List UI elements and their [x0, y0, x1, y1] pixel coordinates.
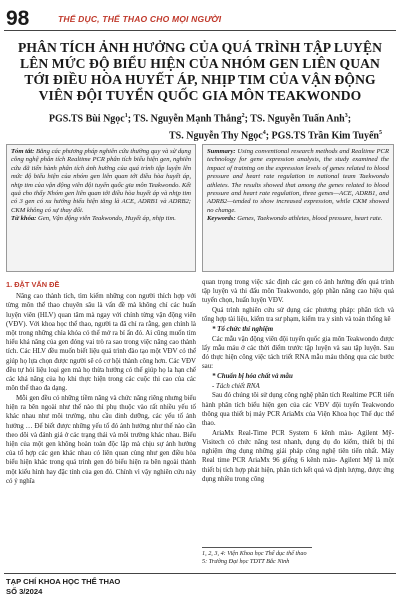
keywords-text: Gen, Vận động viên Teakwondo, Huyết áp, nhịp tim.: [36, 215, 176, 223]
author-affiliation: 2: [241, 113, 245, 119]
author-name: PGS.TS Bùi Ngọc: [48, 113, 125, 125]
footnote-line: 1, 2, 3, 4: Viện Khoa học Thể dục thể thao: [202, 550, 307, 557]
author-separator: ;: [347, 113, 352, 125]
author-list: [8, 109, 392, 144]
author-affiliation: 1: [124, 113, 128, 119]
header-divider: [4, 30, 396, 31]
footer-divider: [4, 573, 396, 574]
summary-text: Using conventional research methods and Realtime PCR technology for gene expression analysis, the study examined the impact of training on the expression levels of genes related to blood pressure and heart rate regulation in national team Taekwondo athletes. The results showed that among the genes related to blood pressure and heart rate regulation, three genes—ACE, ADRB1, and ADRB2—tended to show increased expression, while CKM showed no change.: [207, 148, 389, 214]
section-heading: 1. ĐẶT VẤN ĐỀ: [6, 280, 60, 289]
author-name: TS. Nguyễn Thy Ngọc: [168, 130, 263, 142]
keywords-lead: Keywords:: [207, 215, 236, 223]
abstract-text: Bằng các phương pháp nghiên cứu thường quy và sử dụng công nghệ phân tích Realtime PCR phân tích biểu hiện gen, nghiên cứu đã tiến hành phân tích ảnh hưởng của quá trình tập luyện lên mức độ biểu hiện của nhóm gen liên quan tới điều hòa huyết áp, nhịp tim của vận động viên đội tuyển quốc gia môn Teakwondo. Kết quả cho thấy Nhóm gen liên quan tới điều hòa huyết áp và nhịp tim có 3 gen có xu hướng biểu hiện tăng là ACE, ADRB1 và ADRB2; CKM không có sự thay đổi.: [11, 148, 192, 214]
page-number: 98: [6, 7, 30, 30]
footnote-line: 5: Trường Đại học TDTT Bắc Ninh: [202, 558, 290, 565]
abstract-lead: Tóm tắt:: [11, 148, 35, 155]
body-paragraph: Mỗi gen đều có những tiềm năng và chức năng riêng nhưng biểu hiện ra bên ngoài như thế nào thì phụ thuộc vào rất nhiều yếu tố khác nhau như môi trường, nhu cầu dinh dưỡng, các yếu tố ảnh hưởng … Để biết được những yếu tố đó ảnh hưởng như thế nào cần theo dõi và đánh giá ở các trạng thái và môi trường khác nhau. Biểu hiện của một gen không hoàn toàn độc lập mà chịu sự ảnh hưởng của tổ hợp các gen khác nhau có liên quan cùng như gen điều hòa biểu hiện khác trong quá trình gen đó biểu hiện ra bên ngoài thành một kiểu hình hay đặc tính của gen đó. Chính vì vậy nghiên cứu này có ý nghĩa: [6, 394, 196, 485]
keywords-lead: Từ khóa:: [11, 215, 37, 223]
author-line-1: [8, 109, 392, 126]
body-paragraph: Sau đó chúng tôi sử dụng công nghệ phân tích Realtime PCR tiến hành phân tích biểu hiện gen của các VĐV đội tuyển Teakwondo thông qua thiết bị máy PCR AriaMx của Viện Khoa học Thể dục thể thao.: [202, 392, 394, 428]
journal-footer: [6, 577, 120, 597]
footer-issue: SỐ 3/2024: [6, 587, 43, 596]
author-name: ; TS. Nguyễn Tuấn Anh: [244, 113, 345, 125]
subsection-heading: * Chuẩn bị hóa chất và mẫu: [212, 373, 293, 381]
author-affiliation: 4: [262, 130, 266, 137]
article-title: PHÂN TÍCH ẢNH HƯỞNG CỦA QUÁ TRÌNH TẬP LUYỆN LÊN MỨC ĐỘ BIỂU HIỆN CỦA NHÓM GEN LIÊN QUAN TỚI ĐIỀU HÒA HUYẾT ÁP, NHỊP TIM CỦA VẬN ĐỘNG VIÊN ĐỘI TUYỂN QUỐC GIA MÔN TEAKWONDO: [17, 40, 383, 103]
list-item: - Tách chiết RNA: [212, 382, 260, 390]
footer-journal-name: TẠP CHÍ KHOA HỌC THỂ THAO: [6, 577, 121, 586]
body-column-left: [6, 278, 196, 570]
abstract-english: [202, 144, 394, 272]
author-line-2: [8, 126, 392, 143]
body-paragraph: quan trọng trong việc xác định các gen có ảnh hưởng đến quá trình tập luyện và thi đấu môn Teakwondo, góp phần nâng cao hiệu quả tuyển chọn, huấn luyện VĐV.: [202, 279, 394, 305]
summary-lead: Summary:: [207, 148, 236, 155]
body-paragraph: Quá trình nghiên cứu sử dụng các phương pháp: phân tích và tổng hợp tài liệu, kiểm tra sư phạm, kiểm tra y sinh và toán thống kê: [202, 307, 394, 324]
body-paragraph: Các mẫu vận động viên đội tuyển quốc gia môn Teakwondo được lấy mẫu máu ở các thời điểm trước tập luyện và sau tập luyện. Sau đó thực hiện công việc tách triết RNA mẫu máu thông qua các bước sau:: [202, 335, 394, 371]
footnote-divider: [202, 547, 312, 548]
author-affiliation: 5: [379, 130, 382, 137]
journal-header: THỂ DỤC, THỂ THAO CHO MỌI NGƯỜI: [58, 14, 222, 24]
keywords-text: Genes, Taekwondo athletes, blood pressure, heart rate.: [235, 215, 383, 223]
abstract-vietnamese: [6, 144, 196, 272]
body-paragraph: Nâng cao thành tích, tìm kiếm những con người thích hợp với từng môn thể thao chuyên sâu là vấn đề mà không chỉ các huấn luyện viên (HLV) quan tâm mà ngay với chính từng vận động viên (VĐV). Với khoa học thể thao, người ta đã chỉ ra rằng, gen chính là một trong những chìa khóa có thể mở ra bí ẩn đó. Ai cũng muốn tìm hiểu khả năng của gen đóng vai trò ra sao trong việc nâng cao thành tích. Các HLV đều muốn biết liệu quá trình đào tạo một VĐV có thể giúp họ lựa chọn được người sẽ có cơ hội thành công hơn. Các VĐV đều tự hỏi liệu loại gen mà họ thừa hưởng có thể giúp họ la hạn chế các khả năng của họ khi thực hiện trong các cuộc thi cao của các môn thể thao đa dạng.: [6, 293, 196, 393]
author-name: ; PGS.TS Trần Kim Tuyến: [265, 130, 379, 142]
author-name: ; TS. Nguyễn Mạnh Thắng: [127, 113, 242, 125]
author-affiliation: 3: [344, 113, 348, 119]
body-paragraph: AriaMx Real-Time PCR System 6 kênh màu- Agilent Mỹ- Visitech có chức năng test nhanh, dụng dụ đo kiểm, thiết bị thí nghiệm ứng dụng những giải pháp công nghệ tiên tiến nhất. Máy Real time PCR AriaMx 96 giếng 6 kênh màu- Agilent Mỹ là một thiết bị tích hợp phát hiện, phân tích kết quả và định lượng, được ứng dụng nhiều trong công: [202, 429, 394, 483]
body-column-right: [202, 278, 394, 536]
footnote: [202, 550, 394, 566]
subsection-heading: * Tổ chức thí nghiệm: [212, 326, 274, 334]
